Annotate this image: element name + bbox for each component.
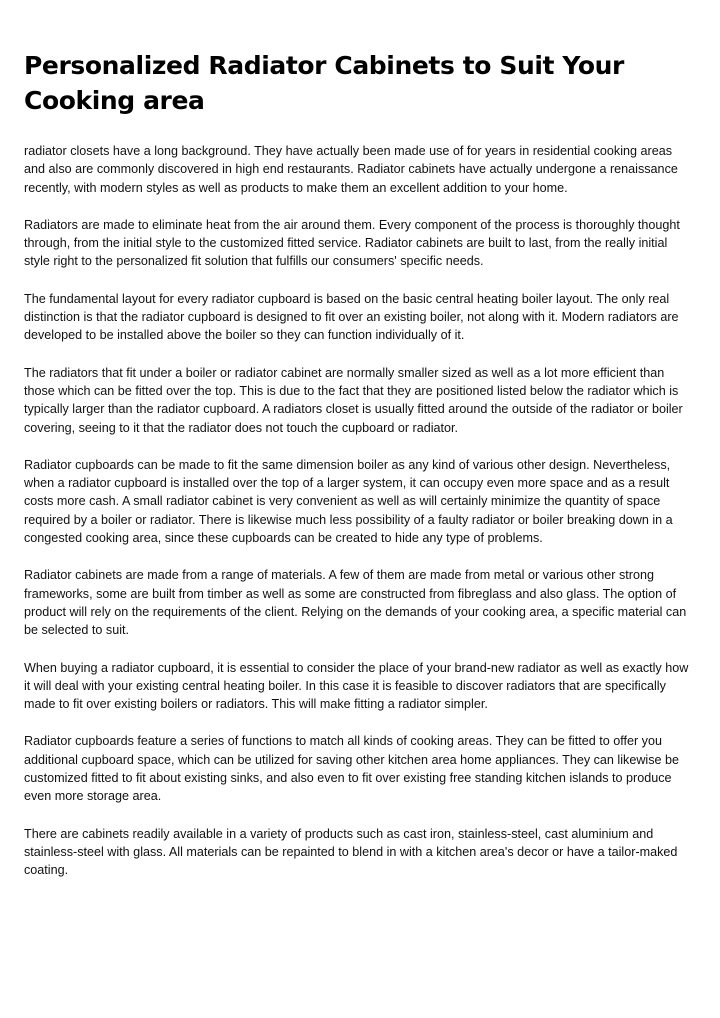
paragraph-6: Radiator cabinets are made from a range of materials. A few of them are made from metal or various other strong frameworks, some are built from timber as well as some are constructed from fibreglass and also glass. The option of product will rely on the requirements of the client. Relying on the demands of your cooking area, a specific material can be selected to suit. (24, 568, 687, 638)
paragraph-1: radiator closets have a long background. They have actually been made use of for years in residential cooking areas and also are commonly discovered in high end restaurants. Radiator cabinets have actually undergone a renaissance recently, with modern styles as well as products to make them an excellent addition to your home. (24, 144, 678, 195)
paragraph-2: Radiators are made to eliminate heat from the air around them. Every component of the process is thoroughly thought through, from the initial style to the customized fitted service. Radiator cabinets are built to last, from the really initial style right to the personalized fit solution that fulfills our consumers' specific needs. (24, 217, 680, 269)
paragraph-7: When buying a radiator cupboard, it is essential to consider the place of your brand-new radiator as well as exactly how it will deal with your existing central heating boiler. In this case it is feasible to discover radiators that are specifically made to fit over existing boilers or radiators. This will make fitting a radiator simpler. (24, 660, 689, 712)
paragraph-4: The radiators that fit under a boiler or radiator cabinet are normally smaller sized as well as a lot more efficient than those which can be fitted over the top. This is due to the fact that they are positioned listed below the radiator which is typically larger than the radiator cupboard. A radiators closet is usually fitted around the outside of the radiator or boiler covering, seeing to it that the radiator does not touch the cupboard or radiator. (24, 365, 683, 435)
paragraph-3: The fundamental layout for every radiator cupboard is based on the basic central heating boiler layout. The only real distinction is that the radiator cupboard is designed to fit over an existing boiler, not along with it. Modern radiators are developed to be installed above the boiler so they can function individually of it. (24, 291, 679, 343)
paragraph-5: Radiator cupboards can be made to fit the same dimension boiler as any kind of various other design. Nevertheless, when a radiator cupboard is installed over the top of a larger system, it can occupy even more space and as a result costs more cash. A small radiator cabinet is very convenient as well as will certainly minimize the quantity of space required by a boiler or radiator. There is likewise much less possibility of a faulty radiator or boiler breaking down in a congested cooking area, since these cupboards can be created to hide any type of problems. (24, 457, 673, 546)
document-page (24, 48, 696, 899)
paragraph-8: Radiator cupboards feature a series of functions to match all kinds of cooking areas. They can be fitted to offer you additional cupboard space, which can be utilized for saving other kitchen area home appliances. They can likewise be customized fitted to fit about existing sinks, and also even to fit over existing free standing kitchen islands to produce even more storage area. (24, 734, 680, 804)
page-title: Personalized Radiator Cabinets to Suit Your Cooking area (24, 51, 624, 115)
paragraph-9: There are cabinets readily available in a variety of products such as cast iron, stainless-steel, cast aluminium and stainless-steel with glass. All materials can be repainted to blend in with a kitchen area's decor or have a tailor-maked coating. (24, 826, 678, 878)
